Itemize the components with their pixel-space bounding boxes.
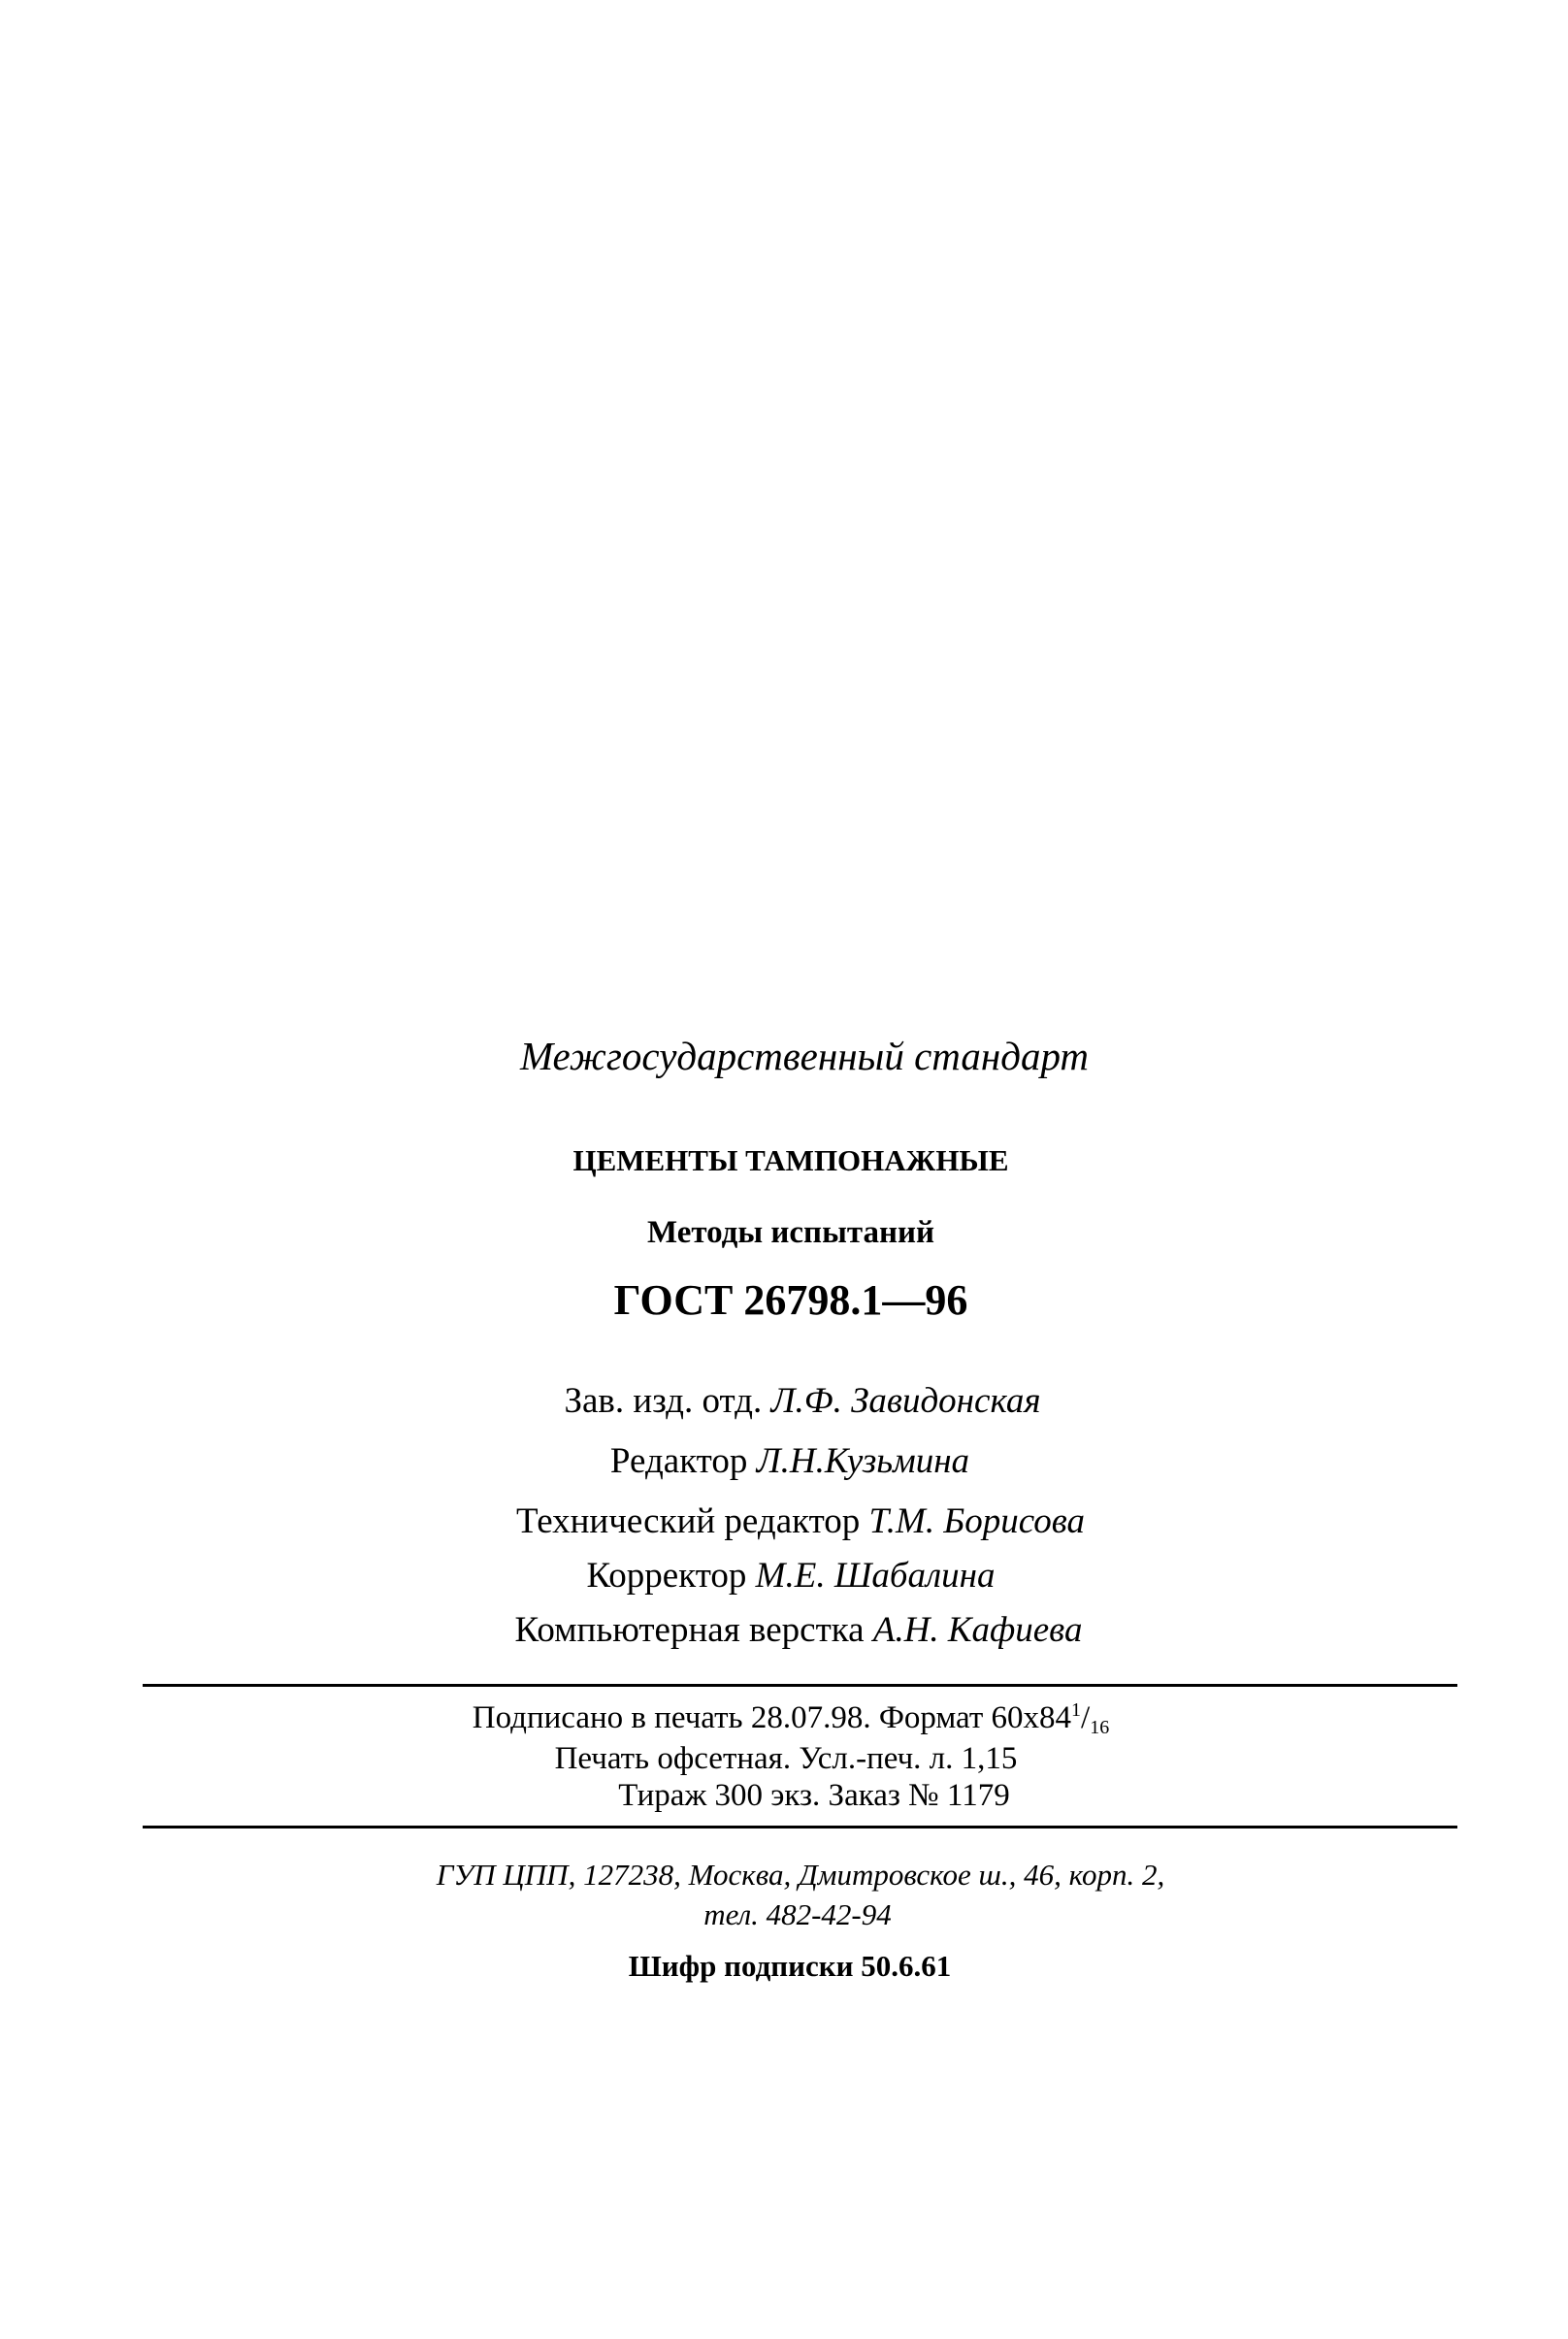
- credit-line: [0, 1443, 1568, 1479]
- credit-role: Корректор: [586, 1556, 747, 1596]
- divider-top: [143, 1684, 1457, 1687]
- credit-line: [0, 1558, 1568, 1594]
- credit-line: [0, 1612, 1568, 1648]
- format-fraction-slash: /: [1081, 1700, 1091, 1735]
- credit-name: Л.Ф. Завидонская: [770, 1381, 1041, 1421]
- run-line: Тираж 300 экз. Заказ № 1179: [618, 1778, 1010, 1813]
- credit-role: Технический редактор: [516, 1501, 861, 1541]
- credit-name: А.Н. Кафиева: [872, 1610, 1083, 1650]
- subscription-cipher: Шифр подписки 50.6.61: [628, 1949, 952, 1983]
- signed-line: [0, 1699, 1568, 1738]
- credit-line: [0, 1503, 1568, 1539]
- address-line-2: тел. 482-42-94: [703, 1897, 892, 1931]
- credit-name: Л.Н.Кузьмина: [756, 1441, 970, 1481]
- print-line: Печать офсетная. Усл.-печ. л. 1,15: [554, 1741, 1018, 1776]
- credit-name: М.Е. Шабалина: [755, 1556, 996, 1596]
- document-subtitle: Методы испытаний: [647, 1215, 934, 1250]
- signed-text: Подписано в печать 28.07.98. Формат 60x84: [472, 1700, 1072, 1735]
- format-fraction-numerator: 1: [1071, 1699, 1082, 1721]
- credit-name: Т.М. Борисова: [868, 1501, 1085, 1541]
- format-fraction-denominator: 16: [1090, 1717, 1110, 1738]
- divider-bottom: [143, 1826, 1457, 1828]
- credit-line: [0, 1383, 1568, 1419]
- credit-role: Компьютерная верстка: [514, 1610, 865, 1650]
- address-line-1: ГУП ЦПП, 127238, Москва, Дмитровское ш., 46, корп. 2,: [436, 1858, 1165, 1892]
- credit-role: Редактор: [609, 1441, 748, 1481]
- credit-role: Зав. изд. отд.: [564, 1381, 763, 1421]
- gost-number: ГОСТ 26798.1—96: [613, 1276, 968, 1324]
- standard-label: Межгосударственный стандарт: [519, 1034, 1090, 1078]
- document-title: ЦЕМЕНТЫ ТАМПОНАЖНЫЕ: [572, 1143, 1009, 1177]
